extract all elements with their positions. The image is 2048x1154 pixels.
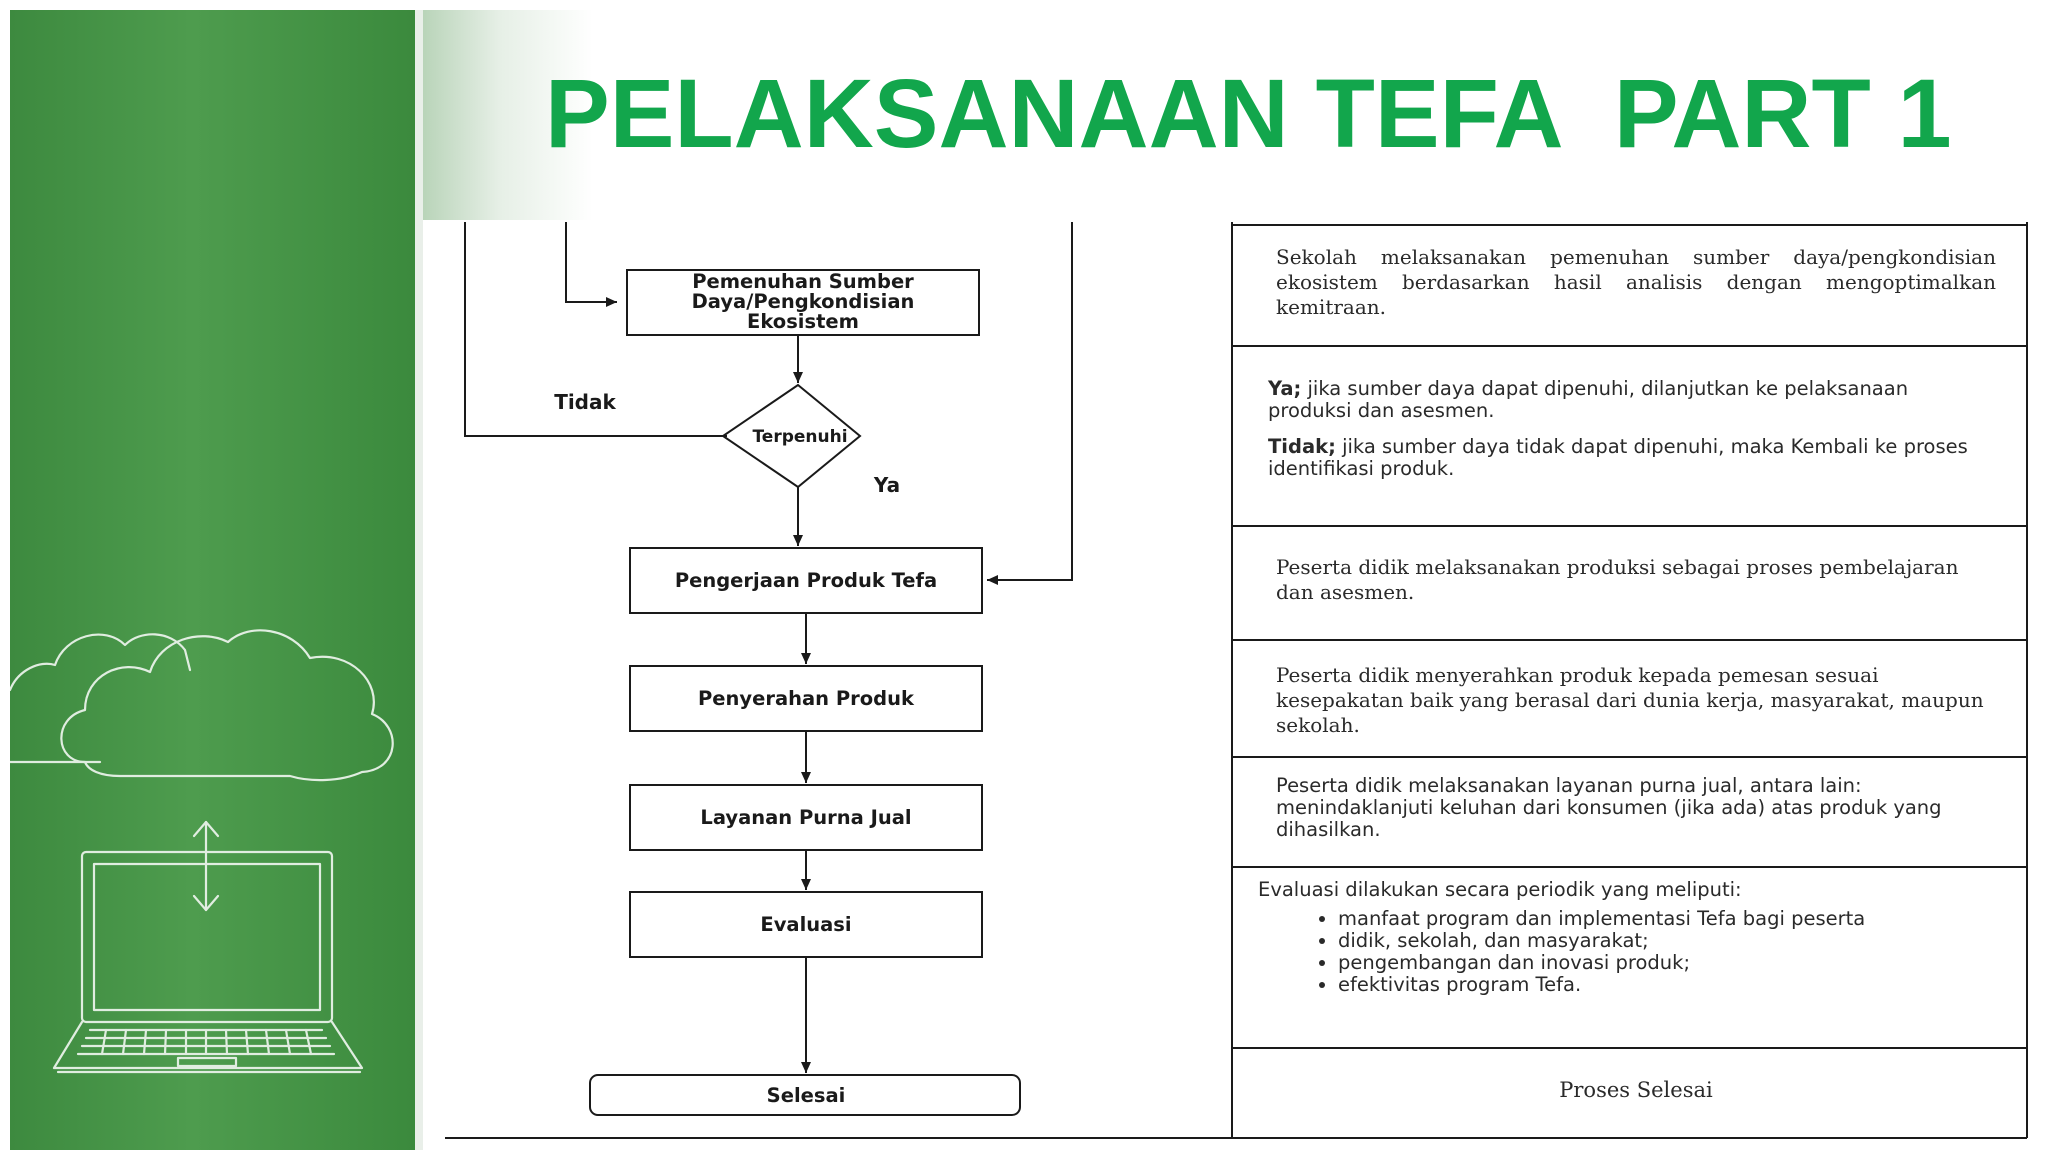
resource-box-line-2: Daya/Pengkondisian <box>691 290 915 313</box>
chalk-drawing <box>10 10 415 1150</box>
no-label: Tidak <box>554 390 616 414</box>
decision-description-cell <box>1248 378 2018 480</box>
handover-label: Penyerahan Produk <box>698 687 914 710</box>
decision-yes-text <box>1268 378 1996 422</box>
production-label: Pengerjaan Produk Tefa <box>674 569 938 592</box>
decision-no-text <box>1268 436 1996 480</box>
evaluation-item: • pengembangan dan inovasi produk; <box>1338 952 1996 974</box>
after-sales-description: Peserta didik melaksanakan layanan purna jual, antara lain: menindaklanjuti keluhan dari konsumen (jika ada) atas produk yang dihasilkan. <box>1276 774 1942 841</box>
decision-no-key: Tidak; <box>1268 435 1336 458</box>
production-description-cell <box>1248 555 2018 605</box>
resource-description: Sekolah melaksanakan pemenuhan sumber daya/pengkondisian ekosistem berdasarkan hasil analisis dengan mengoptimalkan kemitraan. <box>1276 245 1996 319</box>
decision-yes-key: Ya; <box>1268 377 1302 400</box>
resource-box-line-3: Ekosistem <box>747 310 859 333</box>
cloud-icon <box>10 634 190 690</box>
evaluation-intro: Evaluasi dilakukan secara periodik yang meliputi: <box>1258 878 1742 901</box>
decision-yes-body: jika sumber daya dapat dipenuhi, dilanjutkan ke pelaksanaan produksi dan asesmen. <box>1268 377 1909 422</box>
laptop-icon <box>54 852 362 1072</box>
resource-box-line-1: Pemenuhan Sumber <box>692 270 914 293</box>
yes-label: Ya <box>873 473 901 497</box>
handover-description: Peserta didik menyerahkan produk kepada pemesan sesuai kesepakatan baik yang berasal dari dunia kerja, masyarakat, maupun sekolah. <box>1276 663 1984 737</box>
sync-arrow-icon <box>194 822 218 910</box>
production-description: Peserta didik melaksanakan produksi sebagai proses pembelajaran dan asesmen. <box>1276 555 1959 604</box>
handover-description-cell <box>1248 663 2018 738</box>
sidebar-background <box>10 10 415 1150</box>
cloud-icon <box>61 630 392 780</box>
slide-title: PELAKSANAAN TEFA PART 1 <box>545 59 1952 168</box>
end-label: Selesai <box>766 1084 846 1107</box>
end-description: Proses Selesai <box>1559 1078 1713 1102</box>
sidebar-divider <box>415 10 423 1150</box>
evaluation-description-cell <box>1248 877 2018 996</box>
end-description-cell <box>1248 1078 2018 1103</box>
resource-description-cell <box>1248 245 2018 320</box>
decision-label: Terpenuhi <box>752 427 848 447</box>
after-sales-description-cell <box>1248 775 2018 841</box>
evaluation-item: • efektivitas program Tefa. <box>1338 974 1996 996</box>
evaluation-item: • manfaat program dan implementasi Tefa bagi peserta <box>1338 908 1996 930</box>
evaluation-list <box>1258 908 1996 996</box>
evaluation-item: • didik, sekolah, dan masyarakat; <box>1338 930 1996 952</box>
evaluation-label: Evaluasi <box>760 913 852 936</box>
decision-no-body: jika sumber daya tidak dapat dipenuhi, maka Kembali ke proses identifikasi produk. <box>1268 435 1968 480</box>
after-sales-label: Layanan Purna Jual <box>700 806 912 829</box>
